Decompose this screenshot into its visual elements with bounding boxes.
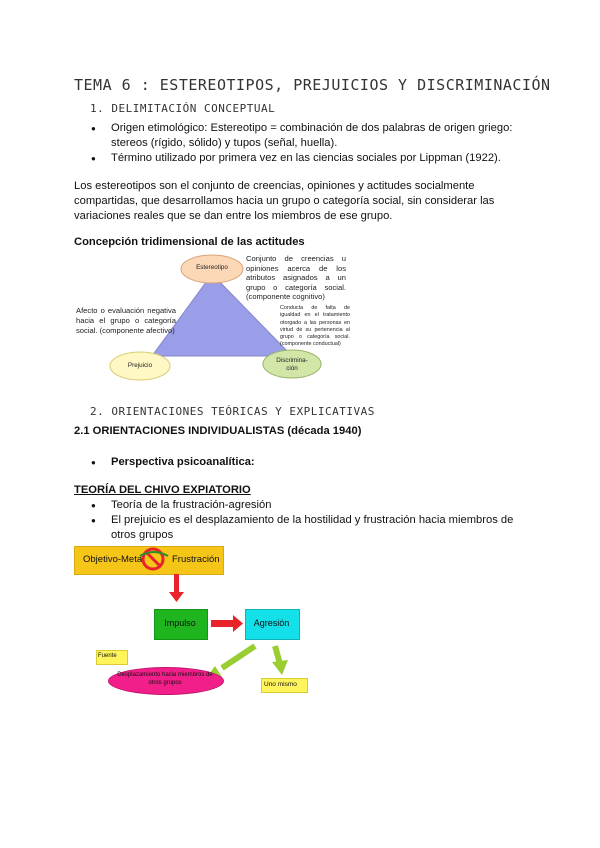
section-heading-2: 2. ORIENTACIONES TEÓRICAS Y EXPLICATIVAS bbox=[90, 405, 375, 418]
goal-label: Objetivo-Meta bbox=[83, 554, 143, 565]
list-item: ● Término utilizado por primera vez en las ciencias sociales por Lippman (1922). bbox=[91, 151, 521, 166]
frustration-label: Frustración bbox=[172, 554, 220, 565]
list-item: ● Perspectiva psicoanalítica: bbox=[91, 455, 491, 470]
diagram-heading: Concepción tridimensional de las actitudes bbox=[74, 236, 305, 248]
cognitive-component-text: Conjunto de creencias u opiniones acerca de los atributos asignados a un grupo o categoría social. (componente cognitivo) bbox=[246, 254, 346, 302]
source-label: Fuente bbox=[98, 653, 117, 659]
behavioral-component-text: Conducta de falta de igualdad en el tratamiento otorgado a las personas en virtud de su pertenencia al grupo o categoría social. (componente conductual) bbox=[280, 305, 350, 348]
subsection-heading: 2.1 ORIENTACIONES INDIVIDUALISTAS (década 1940) bbox=[74, 425, 362, 437]
page-title: TEMA 6 : ESTEREOTIPOS, PREJUICIOS Y DISCRIMINACIÓN bbox=[74, 76, 551, 94]
aggression-label: Agresión bbox=[253, 618, 290, 628]
list-item: ● Teoría de la frustración-agresión bbox=[91, 498, 521, 513]
definition-paragraph: Los estereotipos son el conjunto de creencias, opiniones y actitudes socialmente compartidas, que desarrollamos hacia un grupo o categoría social, sin considerar las variaciones reales que se dan entre los miembros de ese grupo. bbox=[74, 180, 495, 222]
stereotype-label: Estereotipo bbox=[196, 264, 228, 271]
red-arrow-down bbox=[169, 574, 184, 602]
section-heading-1: 1. DELIMITACIÓN CONCEPTUAL bbox=[90, 102, 276, 115]
list-item: ● Origen etimológico: Estereotipo = combinación de dos palabras de origen griego: stereos (rígido, sólido) y tupos (señal, huella). bbox=[91, 121, 521, 151]
list-item: ● El prejuicio es el desplazamiento de la hostilidad y frustración hacia miembros de otros grupos bbox=[91, 513, 521, 543]
discrimination-label: Discrimina-ción bbox=[276, 357, 308, 373]
prejudice-label: Prejuicio bbox=[127, 362, 153, 369]
green-arrow-to-self bbox=[272, 646, 288, 675]
blocked-goal-icon bbox=[140, 549, 168, 569]
theory-dash-list bbox=[91, 498, 521, 543]
theory-title: TEORÍA DEL CHIVO EXPIATORIO bbox=[74, 484, 251, 496]
impulse-label: Impulso bbox=[164, 618, 196, 628]
origin-bullet-list bbox=[91, 121, 521, 166]
red-arrow-right bbox=[211, 615, 243, 632]
self-label: Uno mismo bbox=[264, 681, 297, 688]
perspective-bullet-list bbox=[91, 455, 491, 470]
displacement-label: Desplazamiento hacia miembros de otros grupos bbox=[117, 672, 213, 686]
affective-component-text: Afecto o evaluación negativa hacia el grupo o categoría social. (componente afectivo) bbox=[76, 306, 176, 335]
